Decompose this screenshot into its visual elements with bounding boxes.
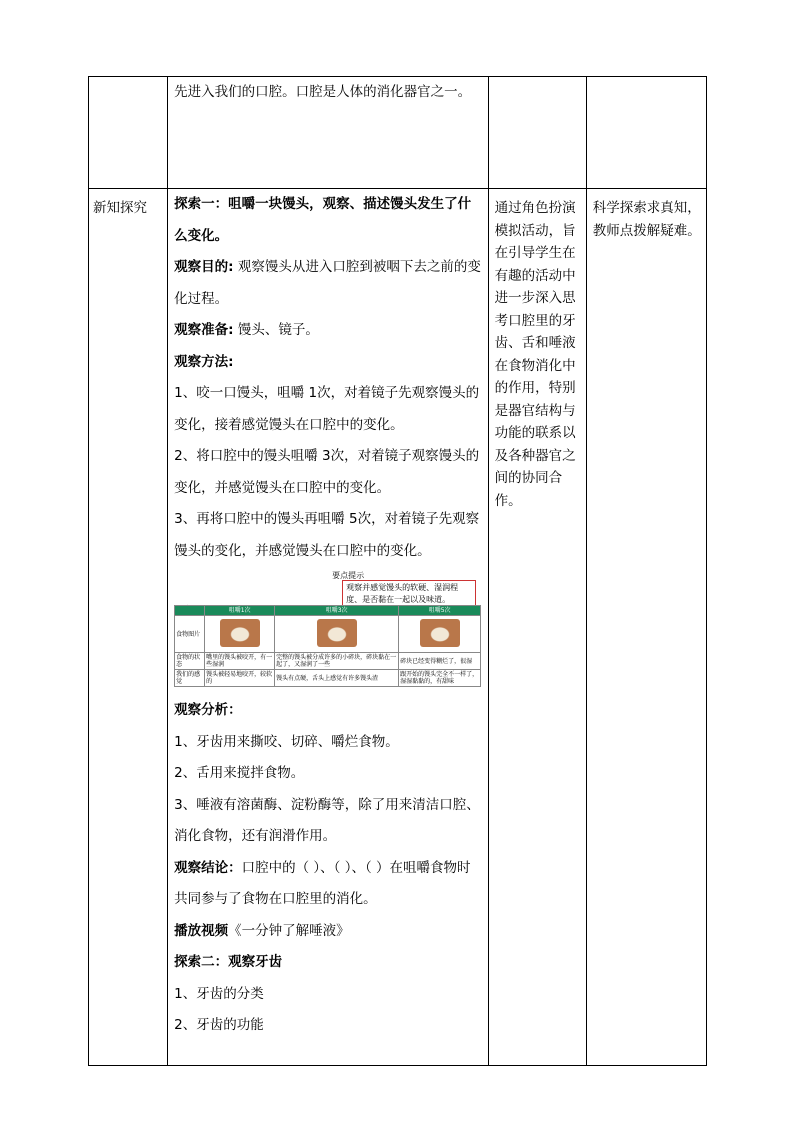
stage-cell bbox=[89, 189, 168, 1066]
prep-text: 馒头、镜子。 bbox=[233, 322, 319, 338]
row1-content: 先进入我们的口腔。口腔是人体的消化器官之一。 bbox=[174, 84, 472, 100]
header-cell: 咀嚼3次 bbox=[275, 606, 399, 616]
state-cell: 完整的馒头被分成许多的小碎块，碎块黏在一起了，又湿润了一些 bbox=[275, 653, 399, 670]
content-cell bbox=[168, 189, 489, 1066]
method-label: 观察方法: bbox=[174, 353, 234, 370]
explore1-title: 探索一：咀嚼一块馒头，观察、描述馒头发生了什么变化。 bbox=[174, 196, 472, 244]
summary-cell-empty bbox=[586, 77, 706, 189]
intent-cell bbox=[488, 189, 586, 1066]
teeth-item-2: 2、牙齿的功能 bbox=[174, 1017, 264, 1033]
prep-label: 观察准备: bbox=[174, 322, 234, 338]
video-label: 播放视频 bbox=[174, 922, 229, 939]
summary-cell bbox=[586, 189, 706, 1066]
food-image-cell bbox=[399, 616, 481, 653]
teeth-item-1: 1、牙齿的分类 bbox=[174, 985, 264, 1002]
prep-line bbox=[174, 315, 484, 347]
row-label: 食物图片 bbox=[175, 616, 205, 653]
bun-photo bbox=[220, 619, 260, 647]
content-cell bbox=[168, 77, 489, 189]
bun-photo bbox=[317, 619, 357, 647]
explore2-title: 探索二：观察牙齿 bbox=[174, 954, 283, 970]
food-image-cell bbox=[205, 616, 275, 653]
analysis-2: 2、舌用来搅拌食物。 bbox=[174, 765, 305, 781]
table-row bbox=[175, 606, 481, 616]
header-cell: 咀嚼1次 bbox=[205, 606, 275, 616]
table-row bbox=[175, 670, 481, 687]
video-title: 《一分钟了解唾液》 bbox=[228, 922, 350, 939]
state-cell: 嘴里的馒头被咬开，有一些湿润 bbox=[205, 653, 275, 670]
tip-box: 观察并感觉馒头的软硬、湿润程度、是否黏在一起以及味道。 bbox=[342, 580, 476, 606]
observation-table bbox=[174, 605, 481, 687]
method-step-1: 1、咬一口馒头，咀嚼 1次，对着镜子先观察馒头的变化，接着感觉馒头在口腔中的变化。 bbox=[174, 385, 480, 433]
intent-cell-empty bbox=[488, 77, 586, 189]
analysis-label: 观察分析： bbox=[174, 702, 242, 718]
table-row bbox=[175, 616, 481, 653]
video-line bbox=[174, 916, 484, 948]
purpose-label: 观察目的: bbox=[174, 259, 234, 275]
feel-cell: 跟开始的馒头完全不一样了，湿湿黏黏的，有甜味 bbox=[399, 670, 481, 687]
purpose-text: 观察馒头从进入口腔到被咽下去之前的变化过程。 bbox=[174, 259, 481, 307]
table-row bbox=[175, 653, 481, 670]
bun-photo bbox=[420, 619, 460, 647]
feel-cell: 馒头有点硬，舌头上感觉有许多馒头渣 bbox=[275, 670, 399, 687]
purpose-line bbox=[174, 252, 484, 315]
food-image-cell bbox=[275, 616, 399, 653]
method-step-3: 3、再将口腔中的馒头再咀嚼 5次，对着镜子先观察馒头的变化，并感觉馒头在口腔中的变化。 bbox=[174, 511, 480, 559]
design-intent: 通过角色扮演模拟活动，旨在引导学生在有趣的活动中进一步深入思考口腔里的牙齿、舌和唾液在食物消化中的作用，特别是器官结构与功能的联系以及各种器官之间的协同合作。 bbox=[494, 200, 576, 509]
row-label: 我们的感觉 bbox=[175, 670, 205, 687]
table-row bbox=[89, 189, 707, 1066]
tip-title: 要点提示 bbox=[332, 571, 365, 580]
state-cell: 碎块已经变得糊烂了，很湿 bbox=[399, 653, 481, 670]
conclusion-label: 观察结论： bbox=[174, 859, 242, 876]
lesson-plan-table bbox=[88, 76, 707, 1066]
header-cell: 咀嚼5次 bbox=[399, 606, 481, 616]
stage-label: 新知探究 bbox=[93, 200, 147, 216]
analysis-3: 3、唾液有溶菌酶、淀粉酶等，除了用来清洁口腔、消化食物，还有润滑作用。 bbox=[174, 796, 480, 844]
conclusion-text: 口腔中的（ ）、（ ）、（ ）在咀嚼食物时共同参与了食物在口腔里的消化。 bbox=[174, 859, 471, 907]
stage-cell-empty bbox=[89, 77, 168, 189]
header-cell bbox=[175, 606, 205, 616]
analysis-1: 1、牙齿用来撕咬、切碎、嚼烂食物。 bbox=[174, 733, 399, 750]
conclusion-line bbox=[174, 853, 484, 916]
feel-cell: 馒头被轻易地咬开，较软的 bbox=[205, 670, 275, 687]
method-step-2: 2、将口腔中的馒头咀嚼 3次，对着镜子观察馒头的变化，并感觉馒头在口腔中的变化。 bbox=[174, 448, 480, 496]
row-label: 食物的状态 bbox=[175, 653, 205, 670]
table-row bbox=[89, 77, 707, 189]
observation-record-figure bbox=[174, 571, 480, 689]
method-summary: 科学探索求真知，教师点拨解疑难。 bbox=[592, 200, 701, 239]
